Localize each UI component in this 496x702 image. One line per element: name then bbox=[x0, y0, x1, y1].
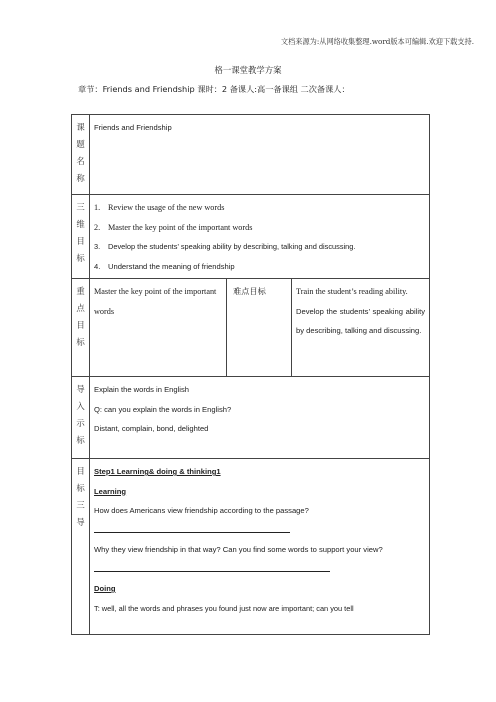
intro-label: 导 入 示 标 bbox=[72, 377, 90, 459]
intro-content bbox=[90, 377, 430, 459]
difficulty-text-2: Develop the students’ speaking ability by describing, talking and discussing. bbox=[296, 306, 425, 335]
topic-label: 课 题 名 称 bbox=[72, 115, 90, 195]
intro-line: Distant, complain, bond, delighted bbox=[94, 424, 209, 433]
topic-content: Friends and Friendship bbox=[90, 115, 430, 195]
guide-content bbox=[90, 459, 430, 635]
key-points-label: 重 点 目 标 bbox=[72, 279, 90, 377]
key-points-row bbox=[72, 279, 430, 377]
objectives-row bbox=[72, 195, 430, 279]
objective-item: 1. Review the usage of the new words bbox=[94, 203, 225, 212]
doing-text: T: well, all the words and phrases you found just now are important; can you tell bbox=[94, 603, 354, 613]
lesson-plan-table bbox=[71, 114, 430, 635]
step-title: Step1 Learning& doing & thinking1 bbox=[94, 467, 221, 476]
key-point-cell: Master the key point of the important words bbox=[90, 279, 227, 377]
intro-row bbox=[72, 377, 430, 459]
objective-item: 3. Develop the students’ speaking ability by describing, talking and discussing. bbox=[94, 242, 356, 251]
objective-item: 4. Understand the meaning of friendship bbox=[94, 261, 235, 271]
objectives-content bbox=[90, 195, 430, 279]
question-1: How does Americans view friendship according to the passage? bbox=[94, 506, 309, 515]
intro-line: Q: can you explain the words in English? bbox=[94, 404, 232, 414]
chapter-info-line: 章节：Friends and Friendship 课时：2 备课人:高一备课组 二次备课人： bbox=[78, 84, 350, 94]
answer-blank-2 bbox=[94, 560, 425, 580]
difficulty-label-cell: 难点目标 bbox=[227, 279, 292, 377]
objectives-label: 三 维 目 标 bbox=[72, 195, 90, 279]
topic-row bbox=[72, 115, 430, 195]
header-note: 文档来源为:从网络收集整理.word版本可编辑.欢迎下载支持. bbox=[280, 37, 474, 46]
answer-blank-1 bbox=[94, 521, 425, 541]
difficulty-text-1: Train the student’s reading ability. bbox=[296, 287, 408, 296]
intro-line: Explain the words in English bbox=[94, 385, 189, 394]
question-2: Why they view friendship in that way? Can you find some words to support your view? bbox=[94, 545, 383, 554]
doing-heading: Doing bbox=[94, 584, 116, 593]
difficulty-content-cell bbox=[292, 279, 430, 377]
document-title: 格一课堂教学方案 bbox=[214, 65, 282, 75]
guide-label: 目 标 三 导 bbox=[72, 459, 90, 635]
learning-heading: Learning bbox=[94, 486, 127, 496]
guide-row bbox=[72, 459, 430, 635]
objective-item: 2. Master the key point of the important words bbox=[94, 222, 253, 232]
